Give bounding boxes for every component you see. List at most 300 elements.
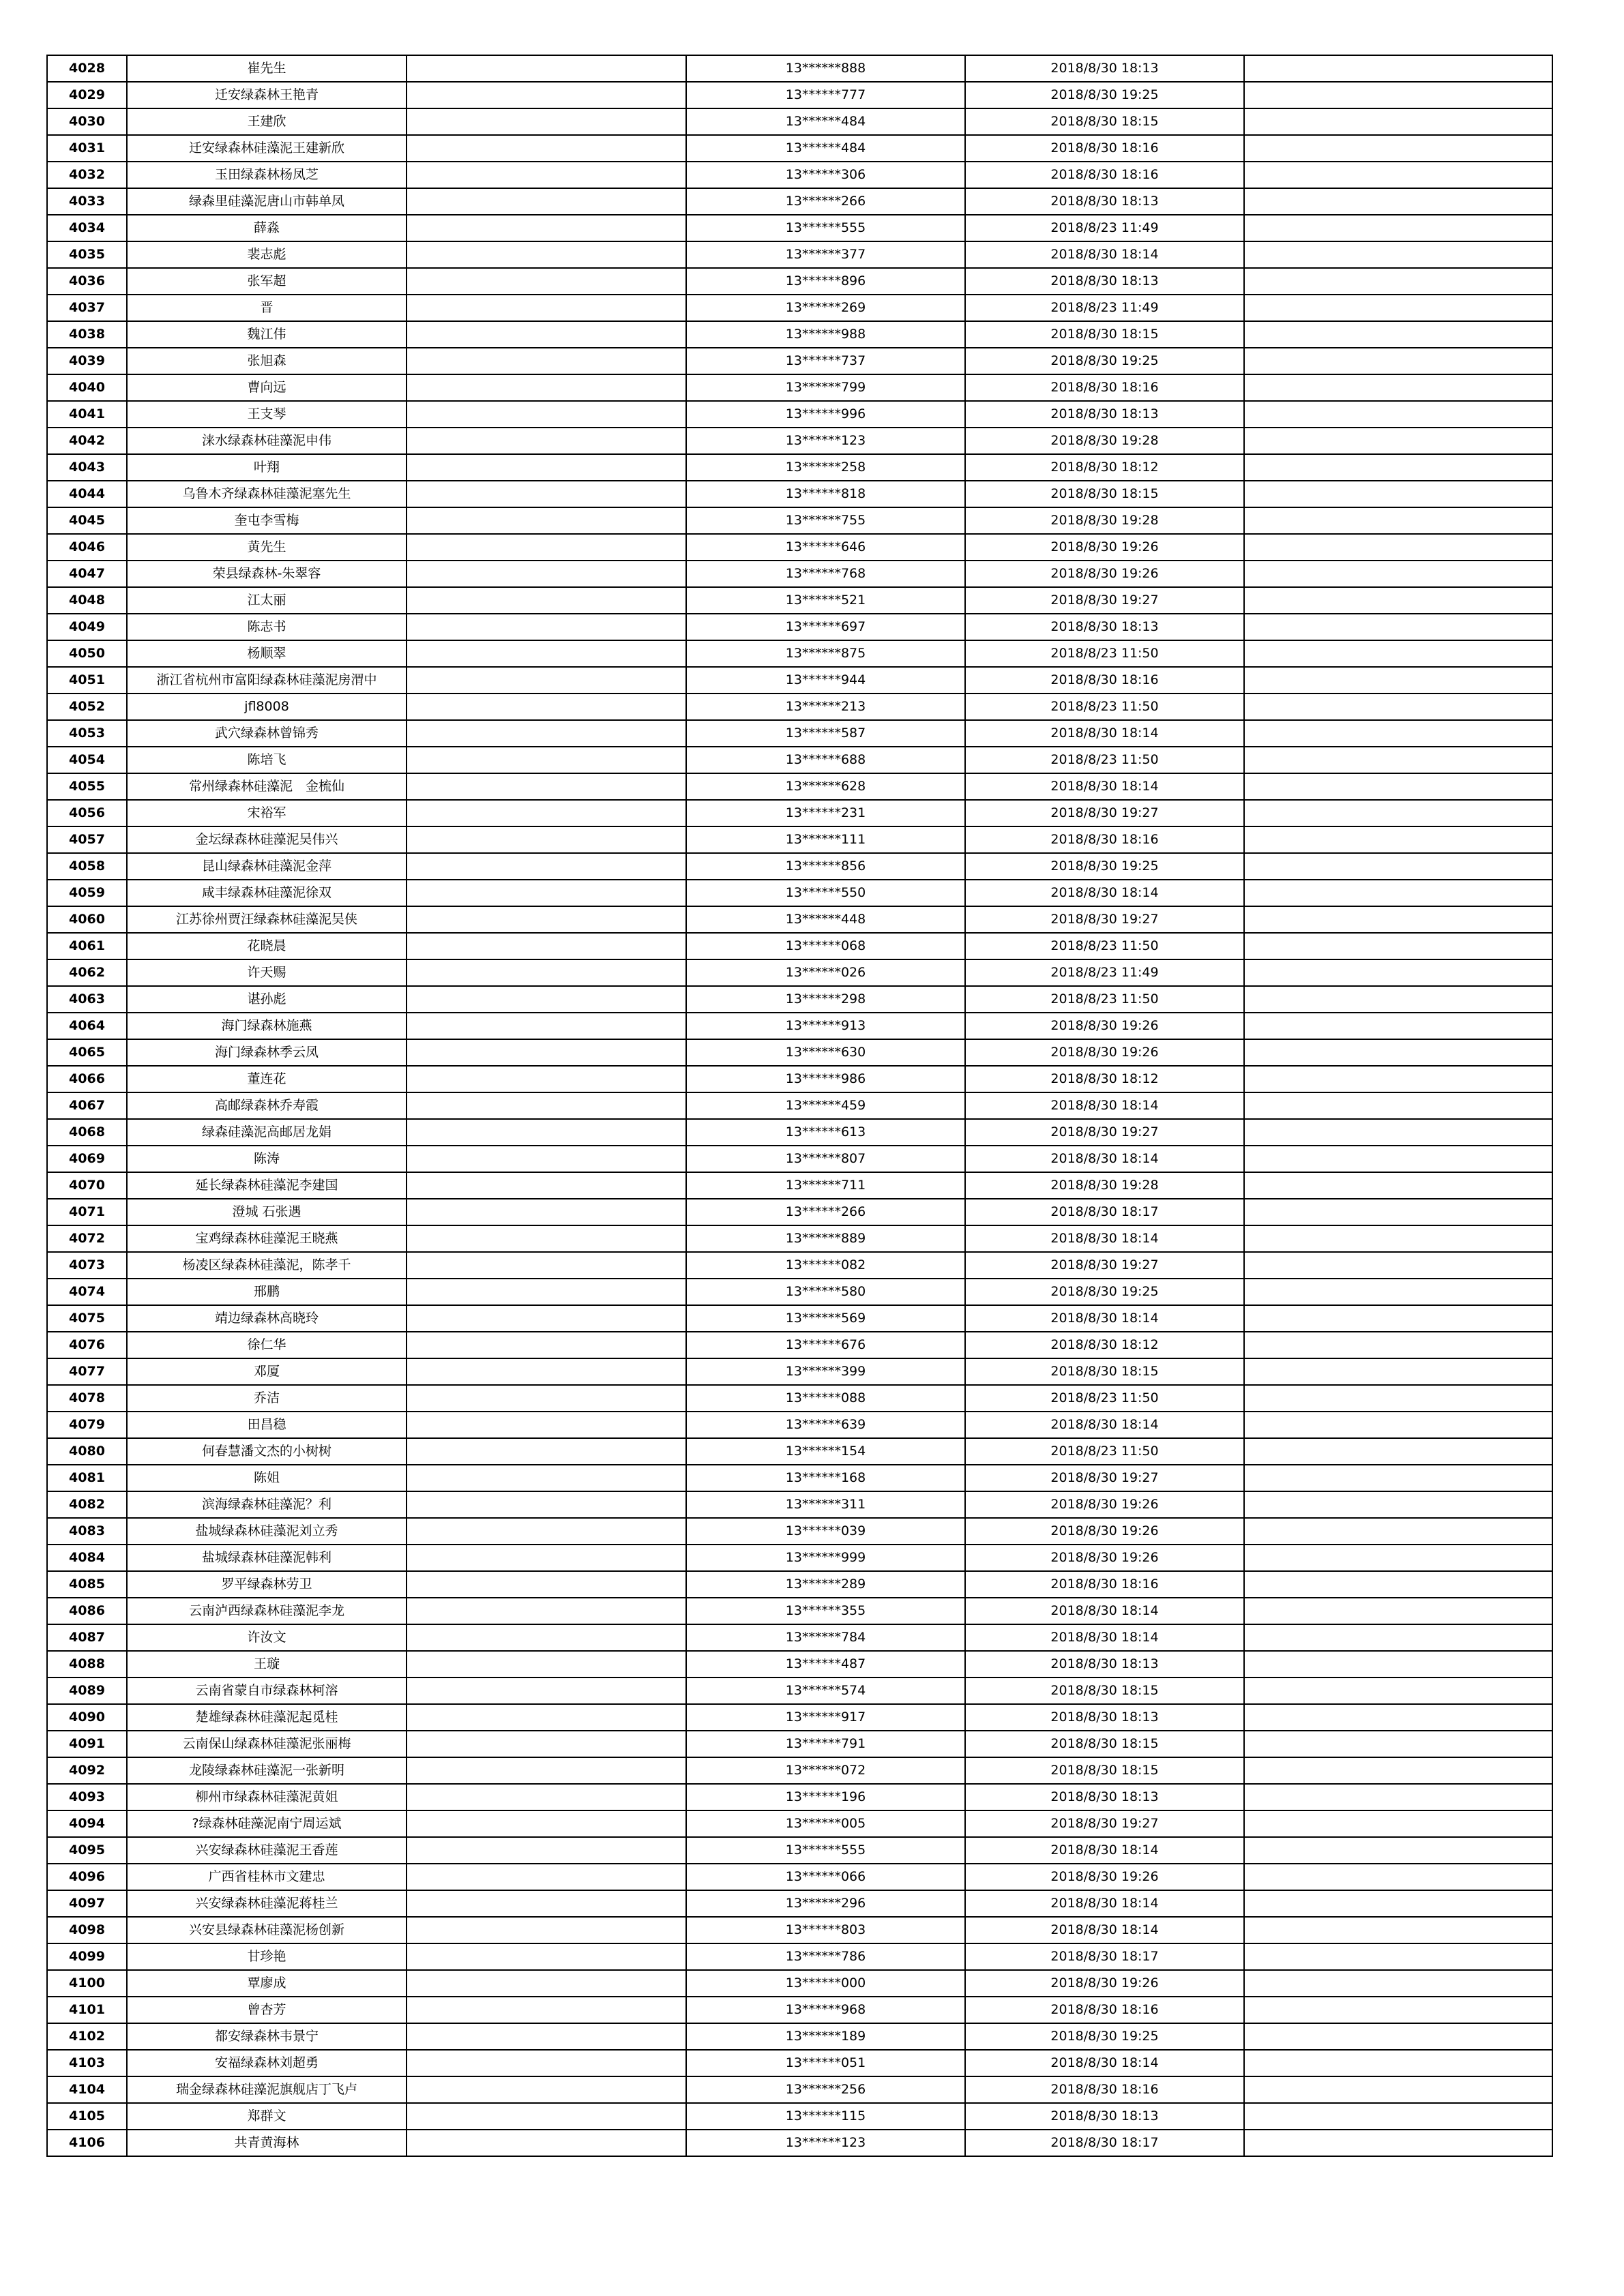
row-blank-cell bbox=[407, 1598, 686, 1624]
row-name-cell: 奎屯李雪梅 bbox=[127, 507, 407, 534]
row-name-cell: 罗平绿森林劳卫 bbox=[127, 1571, 407, 1598]
table-row bbox=[47, 614, 1552, 640]
table-row bbox=[47, 1332, 1552, 1358]
row-name-cell: 龙陵绿森林硅藻泥一张新明 bbox=[127, 1757, 407, 1784]
row-phone-cell: 13******913 bbox=[686, 1013, 965, 1039]
row-name-cell: 甘珍艳 bbox=[127, 1943, 407, 1970]
table-row bbox=[47, 2076, 1552, 2103]
row-blank-cell bbox=[407, 587, 686, 614]
table-row bbox=[47, 1491, 1552, 1518]
row-id-cell: 4062 bbox=[47, 959, 127, 986]
row-id-cell: 4093 bbox=[47, 1784, 127, 1810]
row-blank-cell bbox=[1244, 428, 1552, 454]
table-row bbox=[47, 507, 1552, 534]
row-blank-cell bbox=[1244, 1571, 1552, 1598]
table-row bbox=[47, 667, 1552, 694]
row-id-cell: 4075 bbox=[47, 1305, 127, 1332]
row-time-cell: 2018/8/30 18:13 bbox=[965, 2103, 1244, 2130]
row-time-cell: 2018/8/30 18:13 bbox=[965, 55, 1244, 82]
row-blank-cell bbox=[1244, 1491, 1552, 1518]
row-id-cell: 4037 bbox=[47, 295, 127, 321]
row-time-cell: 2018/8/30 18:13 bbox=[965, 268, 1244, 295]
row-phone-cell: 13******311 bbox=[686, 1491, 965, 1518]
row-time-cell: 2018/8/23 11:50 bbox=[965, 933, 1244, 959]
row-id-cell: 4090 bbox=[47, 1704, 127, 1731]
row-phone-cell: 13******587 bbox=[686, 720, 965, 747]
row-time-cell: 2018/8/30 19:27 bbox=[965, 1465, 1244, 1491]
row-blank-cell bbox=[407, 1651, 686, 1678]
row-blank-cell bbox=[1244, 1119, 1552, 1146]
row-phone-cell: 13******676 bbox=[686, 1332, 965, 1358]
row-time-cell: 2018/8/30 18:15 bbox=[965, 321, 1244, 348]
table-row bbox=[47, 1119, 1552, 1146]
row-blank-cell bbox=[1244, 1651, 1552, 1678]
row-phone-cell: 13******154 bbox=[686, 1438, 965, 1465]
row-blank-cell bbox=[1244, 2023, 1552, 2050]
row-name-cell: 楚雄绿森林硅藻泥起觅桂 bbox=[127, 1704, 407, 1731]
row-phone-cell: 13******755 bbox=[686, 507, 965, 534]
row-blank-cell bbox=[1244, 1066, 1552, 1092]
table-row bbox=[47, 1864, 1552, 1890]
row-name-cell: 许天赐 bbox=[127, 959, 407, 986]
row-phone-cell: 13******521 bbox=[686, 587, 965, 614]
row-blank-cell bbox=[407, 1092, 686, 1119]
row-time-cell: 2018/8/30 18:15 bbox=[965, 1678, 1244, 1704]
row-name-cell: 乌鲁木齐绿森林硅藻泥塞先生 bbox=[127, 481, 407, 507]
row-id-cell: 4097 bbox=[47, 1890, 127, 1917]
row-blank-cell bbox=[407, 55, 686, 82]
row-time-cell: 2018/8/30 18:15 bbox=[965, 1757, 1244, 1784]
row-time-cell: 2018/8/30 19:28 bbox=[965, 1172, 1244, 1199]
row-blank-cell bbox=[407, 933, 686, 959]
row-time-cell: 2018/8/30 18:14 bbox=[965, 773, 1244, 800]
row-id-cell: 4099 bbox=[47, 1943, 127, 1970]
row-id-cell: 4074 bbox=[47, 1279, 127, 1305]
row-time-cell: 2018/8/30 18:16 bbox=[965, 374, 1244, 401]
table-row bbox=[47, 1704, 1552, 1731]
row-blank-cell bbox=[407, 1997, 686, 2023]
table-row bbox=[47, 162, 1552, 188]
row-time-cell: 2018/8/30 18:17 bbox=[965, 2130, 1244, 2156]
row-name-cell: 陈姐 bbox=[127, 1465, 407, 1491]
row-phone-cell: 13******580 bbox=[686, 1279, 965, 1305]
row-blank-cell bbox=[407, 507, 686, 534]
row-blank-cell bbox=[407, 1172, 686, 1199]
row-blank-cell bbox=[407, 1119, 686, 1146]
row-name-cell: 陈培飞 bbox=[127, 747, 407, 773]
row-phone-cell: 13******803 bbox=[686, 1917, 965, 1943]
row-id-cell: 4073 bbox=[47, 1252, 127, 1279]
row-phone-cell: 13******487 bbox=[686, 1651, 965, 1678]
row-name-cell: 荣县绿森林-朱翠容 bbox=[127, 561, 407, 587]
row-id-cell: 4045 bbox=[47, 507, 127, 534]
row-phone-cell: 13******777 bbox=[686, 82, 965, 108]
row-name-cell: 柳州市绿森林硅藻泥黄姐 bbox=[127, 1784, 407, 1810]
row-id-cell: 4080 bbox=[47, 1438, 127, 1465]
row-phone-cell: 13******213 bbox=[686, 694, 965, 720]
row-time-cell: 2018/8/30 18:15 bbox=[965, 108, 1244, 135]
row-id-cell: 4106 bbox=[47, 2130, 127, 2156]
row-blank-cell bbox=[407, 1704, 686, 1731]
row-time-cell: 2018/8/30 19:25 bbox=[965, 348, 1244, 374]
row-blank-cell bbox=[407, 1624, 686, 1651]
row-phone-cell: 13******639 bbox=[686, 1412, 965, 1438]
row-name-cell: 花晓晨 bbox=[127, 933, 407, 959]
table-row bbox=[47, 1624, 1552, 1651]
row-id-cell: 4057 bbox=[47, 826, 127, 853]
row-name-cell: 涞水绿森林硅藻泥申伟 bbox=[127, 428, 407, 454]
row-blank-cell bbox=[1244, 215, 1552, 241]
table-row bbox=[47, 773, 1552, 800]
row-phone-cell: 13******999 bbox=[686, 1545, 965, 1571]
row-blank-cell bbox=[407, 534, 686, 561]
row-id-cell: 4102 bbox=[47, 2023, 127, 2050]
row-id-cell: 4035 bbox=[47, 241, 127, 268]
row-time-cell: 2018/8/30 19:27 bbox=[965, 906, 1244, 933]
row-id-cell: 4048 bbox=[47, 587, 127, 614]
row-phone-cell: 13******298 bbox=[686, 986, 965, 1013]
table-row bbox=[47, 1731, 1552, 1757]
row-blank-cell bbox=[1244, 268, 1552, 295]
row-time-cell: 2018/8/30 18:13 bbox=[965, 1651, 1244, 1678]
row-id-cell: 4036 bbox=[47, 268, 127, 295]
table-row bbox=[47, 800, 1552, 826]
row-phone-cell: 13******888 bbox=[686, 55, 965, 82]
row-blank-cell bbox=[1244, 587, 1552, 614]
row-blank-cell bbox=[407, 401, 686, 428]
row-blank-cell bbox=[407, 773, 686, 800]
row-blank-cell bbox=[407, 826, 686, 853]
table-row bbox=[47, 215, 1552, 241]
row-name-cell: 董连花 bbox=[127, 1066, 407, 1092]
row-blank-cell bbox=[407, 1757, 686, 1784]
row-blank-cell bbox=[407, 481, 686, 507]
row-phone-cell: 13******550 bbox=[686, 880, 965, 906]
row-id-cell: 4055 bbox=[47, 773, 127, 800]
row-id-cell: 4065 bbox=[47, 1039, 127, 1066]
row-phone-cell: 13******555 bbox=[686, 215, 965, 241]
row-name-cell: ?绿森林硅藻泥南宁周运斌 bbox=[127, 1810, 407, 1837]
table-row bbox=[47, 1172, 1552, 1199]
row-blank-cell bbox=[1244, 1279, 1552, 1305]
row-blank-cell bbox=[1244, 747, 1552, 773]
row-blank-cell bbox=[407, 720, 686, 747]
row-name-cell: 徐仁华 bbox=[127, 1332, 407, 1358]
row-name-cell: 王建欣 bbox=[127, 108, 407, 135]
row-blank-cell bbox=[407, 241, 686, 268]
row-time-cell: 2018/8/30 18:14 bbox=[965, 720, 1244, 747]
row-blank-cell bbox=[407, 640, 686, 667]
row-phone-cell: 13******111 bbox=[686, 826, 965, 853]
row-blank-cell bbox=[407, 1252, 686, 1279]
table-row bbox=[47, 2023, 1552, 2050]
row-blank-cell bbox=[1244, 1943, 1552, 1970]
row-id-cell: 4047 bbox=[47, 561, 127, 587]
table-row bbox=[47, 1757, 1552, 1784]
table-row bbox=[47, 906, 1552, 933]
row-name-cell: 许汝文 bbox=[127, 1624, 407, 1651]
row-id-cell: 4049 bbox=[47, 614, 127, 640]
row-id-cell: 4038 bbox=[47, 321, 127, 348]
row-blank-cell bbox=[1244, 1013, 1552, 1039]
row-name-cell: 郑群文 bbox=[127, 2103, 407, 2130]
table-row bbox=[47, 1837, 1552, 1864]
row-blank-cell bbox=[1244, 853, 1552, 880]
row-name-cell: 共青黄海林 bbox=[127, 2130, 407, 2156]
row-blank-cell bbox=[1244, 481, 1552, 507]
row-blank-cell bbox=[407, 428, 686, 454]
row-blank-cell bbox=[1244, 720, 1552, 747]
table-row bbox=[47, 640, 1552, 667]
row-blank-cell bbox=[1244, 1598, 1552, 1624]
table-row bbox=[47, 1092, 1552, 1119]
row-id-cell: 4086 bbox=[47, 1598, 127, 1624]
row-name-cell: 迁安绿森林硅藻泥王建新欣 bbox=[127, 135, 407, 162]
table-row bbox=[47, 428, 1552, 454]
row-phone-cell: 13******289 bbox=[686, 1571, 965, 1598]
row-id-cell: 4079 bbox=[47, 1412, 127, 1438]
row-time-cell: 2018/8/30 18:14 bbox=[965, 880, 1244, 906]
row-blank-cell bbox=[1244, 2076, 1552, 2103]
row-time-cell: 2018/8/30 19:26 bbox=[965, 1545, 1244, 1571]
row-blank-cell bbox=[407, 1917, 686, 1943]
row-name-cell: 兴安绿森林硅藻泥王香莲 bbox=[127, 1837, 407, 1864]
row-phone-cell: 13******377 bbox=[686, 241, 965, 268]
row-blank-cell bbox=[1244, 1385, 1552, 1412]
row-blank-cell bbox=[407, 747, 686, 773]
row-time-cell: 2018/8/30 18:14 bbox=[965, 1412, 1244, 1438]
table-row bbox=[47, 2130, 1552, 2156]
table-row bbox=[47, 880, 1552, 906]
table-row bbox=[47, 374, 1552, 401]
table-row bbox=[47, 1305, 1552, 1332]
row-name-cell: 乔洁 bbox=[127, 1385, 407, 1412]
row-id-cell: 4101 bbox=[47, 1997, 127, 2023]
row-blank-cell bbox=[407, 1943, 686, 1970]
row-blank-cell bbox=[407, 1837, 686, 1864]
row-name-cell: 延长绿森林硅藻泥李建国 bbox=[127, 1172, 407, 1199]
row-blank-cell bbox=[1244, 640, 1552, 667]
row-phone-cell: 13******917 bbox=[686, 1704, 965, 1731]
row-blank-cell bbox=[1244, 1358, 1552, 1385]
row-name-cell: 绿森里硅藻泥唐山市韩单凤 bbox=[127, 188, 407, 215]
row-blank-cell bbox=[1244, 135, 1552, 162]
row-blank-cell bbox=[1244, 959, 1552, 986]
row-id-cell: 4096 bbox=[47, 1864, 127, 1890]
row-id-cell: 4028 bbox=[47, 55, 127, 82]
table-row bbox=[47, 1465, 1552, 1491]
row-time-cell: 2018/8/30 18:12 bbox=[965, 1066, 1244, 1092]
row-id-cell: 4042 bbox=[47, 428, 127, 454]
row-id-cell: 4061 bbox=[47, 933, 127, 959]
row-name-cell: 张军超 bbox=[127, 268, 407, 295]
row-id-cell: 4039 bbox=[47, 348, 127, 374]
row-blank-cell bbox=[407, 268, 686, 295]
row-name-cell: 裴志彪 bbox=[127, 241, 407, 268]
row-id-cell: 4077 bbox=[47, 1358, 127, 1385]
table-row bbox=[47, 1252, 1552, 1279]
row-id-cell: 4064 bbox=[47, 1013, 127, 1039]
row-id-cell: 4070 bbox=[47, 1172, 127, 1199]
table-row bbox=[47, 1810, 1552, 1837]
row-time-cell: 2018/8/30 18:14 bbox=[965, 1890, 1244, 1917]
row-blank-cell bbox=[407, 82, 686, 108]
row-time-cell: 2018/8/30 18:17 bbox=[965, 1943, 1244, 1970]
row-time-cell: 2018/8/30 18:16 bbox=[965, 135, 1244, 162]
row-name-cell: 广西省桂林市文建忠 bbox=[127, 1864, 407, 1890]
row-time-cell: 2018/8/30 19:26 bbox=[965, 1864, 1244, 1890]
row-name-cell: jfl8008 bbox=[127, 694, 407, 720]
row-blank-cell bbox=[1244, 773, 1552, 800]
row-blank-cell bbox=[407, 1970, 686, 1997]
row-blank-cell bbox=[1244, 1545, 1552, 1571]
table-row bbox=[47, 1970, 1552, 1997]
row-blank-cell bbox=[407, 1279, 686, 1305]
row-blank-cell bbox=[1244, 348, 1552, 374]
row-name-cell: 邢鹏 bbox=[127, 1279, 407, 1305]
row-phone-cell: 13******768 bbox=[686, 561, 965, 587]
row-id-cell: 4068 bbox=[47, 1119, 127, 1146]
row-name-cell: 瑞金绿森林硅藻泥旗舰店丁飞卢 bbox=[127, 2076, 407, 2103]
row-time-cell: 2018/8/30 19:25 bbox=[965, 1279, 1244, 1305]
row-blank-cell bbox=[1244, 1039, 1552, 1066]
row-blank-cell bbox=[407, 561, 686, 587]
row-blank-cell bbox=[1244, 1970, 1552, 1997]
row-phone-cell: 13******555 bbox=[686, 1837, 965, 1864]
row-id-cell: 4081 bbox=[47, 1465, 127, 1491]
row-blank-cell bbox=[407, 215, 686, 241]
row-blank-cell bbox=[407, 667, 686, 694]
row-blank-cell bbox=[407, 1013, 686, 1039]
row-phone-cell: 13******196 bbox=[686, 1784, 965, 1810]
row-blank-cell bbox=[1244, 1146, 1552, 1172]
row-blank-cell bbox=[1244, 295, 1552, 321]
table-row bbox=[47, 1651, 1552, 1678]
row-time-cell: 2018/8/30 19:26 bbox=[965, 534, 1244, 561]
row-name-cell: 咸丰绿森林硅藻泥徐双 bbox=[127, 880, 407, 906]
row-blank-cell bbox=[1244, 1225, 1552, 1252]
row-blank-cell bbox=[407, 2050, 686, 2076]
row-phone-cell: 13******856 bbox=[686, 853, 965, 880]
row-id-cell: 4078 bbox=[47, 1385, 127, 1412]
row-name-cell: 昆山绿森林硅藻泥金萍 bbox=[127, 853, 407, 880]
row-time-cell: 2018/8/30 18:13 bbox=[965, 401, 1244, 428]
row-name-cell: 滨海绿森林硅藻泥？利 bbox=[127, 1491, 407, 1518]
row-blank-cell bbox=[1244, 1890, 1552, 1917]
row-time-cell: 2018/8/23 11:49 bbox=[965, 959, 1244, 986]
row-phone-cell: 13******688 bbox=[686, 747, 965, 773]
row-name-cell: 安福绿森林刘超勇 bbox=[127, 2050, 407, 2076]
row-blank-cell bbox=[1244, 694, 1552, 720]
row-time-cell: 2018/8/30 18:14 bbox=[965, 2050, 1244, 2076]
row-blank-cell bbox=[407, 1864, 686, 1890]
row-name-cell: 晋 bbox=[127, 295, 407, 321]
row-phone-cell: 13******807 bbox=[686, 1146, 965, 1172]
row-blank-cell bbox=[1244, 1438, 1552, 1465]
row-blank-cell bbox=[1244, 55, 1552, 82]
table-row bbox=[47, 1571, 1552, 1598]
row-name-cell: 金坛绿森林硅藻泥吴伟兴 bbox=[127, 826, 407, 853]
row-time-cell: 2018/8/30 19:26 bbox=[965, 1970, 1244, 1997]
row-time-cell: 2018/8/23 11:49 bbox=[965, 215, 1244, 241]
row-blank-cell bbox=[1244, 1757, 1552, 1784]
row-blank-cell bbox=[1244, 321, 1552, 348]
row-phone-cell: 13******306 bbox=[686, 162, 965, 188]
row-blank-cell bbox=[407, 321, 686, 348]
row-name-cell: 薛淼 bbox=[127, 215, 407, 241]
row-id-cell: 4091 bbox=[47, 1731, 127, 1757]
table-row bbox=[47, 321, 1552, 348]
row-blank-cell bbox=[1244, 1917, 1552, 1943]
row-name-cell: 宝鸡绿森林硅藻泥王晓燕 bbox=[127, 1225, 407, 1252]
row-id-cell: 4043 bbox=[47, 454, 127, 481]
row-name-cell: 何春慧潘文杰的小树树 bbox=[127, 1438, 407, 1465]
row-id-cell: 4076 bbox=[47, 1332, 127, 1358]
table-row bbox=[47, 1279, 1552, 1305]
row-blank-cell bbox=[407, 374, 686, 401]
table-row bbox=[47, 1199, 1552, 1225]
row-time-cell: 2018/8/30 18:14 bbox=[965, 1837, 1244, 1864]
row-id-cell: 4054 bbox=[47, 747, 127, 773]
row-blank-cell bbox=[407, 1545, 686, 1571]
row-time-cell: 2018/8/30 19:25 bbox=[965, 853, 1244, 880]
table-row bbox=[47, 1438, 1552, 1465]
table-row bbox=[47, 747, 1552, 773]
row-blank-cell bbox=[407, 1465, 686, 1491]
row-phone-cell: 13******399 bbox=[686, 1358, 965, 1385]
row-time-cell: 2018/8/30 19:26 bbox=[965, 561, 1244, 587]
row-time-cell: 2018/8/23 11:50 bbox=[965, 640, 1244, 667]
row-blank-cell bbox=[1244, 162, 1552, 188]
row-blank-cell bbox=[407, 1810, 686, 1837]
row-blank-cell bbox=[1244, 1465, 1552, 1491]
row-time-cell: 2018/8/30 18:14 bbox=[965, 1305, 1244, 1332]
row-phone-cell: 13******786 bbox=[686, 1943, 965, 1970]
row-time-cell: 2018/8/30 18:14 bbox=[965, 1146, 1244, 1172]
row-phone-cell: 13******574 bbox=[686, 1678, 965, 1704]
row-time-cell: 2018/8/30 19:26 bbox=[965, 1518, 1244, 1545]
row-time-cell: 2018/8/30 19:27 bbox=[965, 587, 1244, 614]
row-blank-cell bbox=[407, 1412, 686, 1438]
row-phone-cell: 13******784 bbox=[686, 1624, 965, 1651]
row-blank-cell bbox=[1244, 374, 1552, 401]
row-blank-cell bbox=[1244, 826, 1552, 853]
row-phone-cell: 13******123 bbox=[686, 2130, 965, 2156]
row-name-cell: 王支琴 bbox=[127, 401, 407, 428]
row-name-cell: 曾杏芳 bbox=[127, 1997, 407, 2023]
row-blank-cell bbox=[407, 2130, 686, 2156]
table-row bbox=[47, 1678, 1552, 1704]
row-id-cell: 4069 bbox=[47, 1146, 127, 1172]
row-blank-cell bbox=[407, 2076, 686, 2103]
row-name-cell: 海门绿森林施燕 bbox=[127, 1013, 407, 1039]
row-blank-cell bbox=[407, 853, 686, 880]
table-row bbox=[47, 1997, 1552, 2023]
row-phone-cell: 13******944 bbox=[686, 667, 965, 694]
row-blank-cell bbox=[407, 1784, 686, 1810]
row-id-cell: 4085 bbox=[47, 1571, 127, 1598]
table-row bbox=[47, 694, 1552, 720]
row-name-cell: 叶翔 bbox=[127, 454, 407, 481]
row-id-cell: 4100 bbox=[47, 1970, 127, 1997]
row-phone-cell: 13******068 bbox=[686, 933, 965, 959]
table-row bbox=[47, 561, 1552, 587]
row-name-cell: 江苏徐州贾汪绿森林硅藻泥吴侠 bbox=[127, 906, 407, 933]
row-time-cell: 2018/8/30 18:16 bbox=[965, 826, 1244, 853]
row-blank-cell bbox=[407, 108, 686, 135]
row-time-cell: 2018/8/30 18:16 bbox=[965, 1571, 1244, 1598]
table-row bbox=[47, 1146, 1552, 1172]
